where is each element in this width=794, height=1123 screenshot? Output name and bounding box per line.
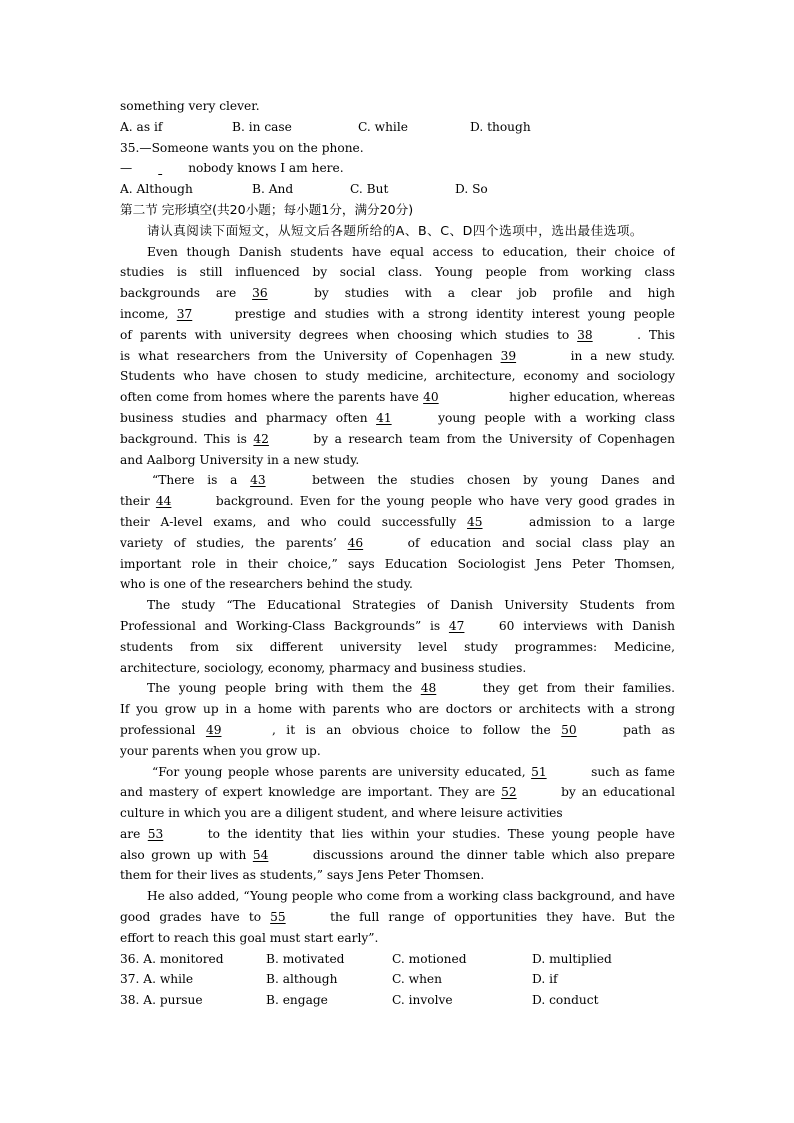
text: admission to a large bbox=[529, 514, 675, 529]
text: of education and social class play an bbox=[407, 535, 675, 550]
p2-line-5: important role in their choice,” says Education Sociologist Jens Peter Thomsen, bbox=[120, 556, 675, 571]
q38-option-d[interactable]: D. conduct bbox=[532, 993, 599, 1008]
p1-line-5 bbox=[120, 325, 675, 346]
p1-line-4 bbox=[120, 304, 675, 325]
text: young people with a working class bbox=[438, 410, 675, 425]
p4-line-3 bbox=[120, 720, 675, 741]
p1-line-11: and Aalborg University in a new study. bbox=[120, 452, 360, 467]
q35-stem bbox=[120, 138, 675, 159]
blank-37[interactable]: 37 bbox=[176, 306, 193, 321]
p4-line-4: your parents when you grow up. bbox=[120, 743, 321, 758]
blank-44[interactable]: 44 bbox=[155, 494, 172, 509]
text: Professional and Working-Class Backgrounds” is bbox=[120, 618, 449, 633]
p6-line-1: He also added, “Young people who come from a working class background, and have bbox=[147, 889, 675, 904]
blank-49[interactable]: 49 bbox=[205, 722, 222, 737]
option-text: A. monitored bbox=[143, 951, 224, 966]
blank-45[interactable]: 45 bbox=[467, 514, 483, 529]
text: their A-level exams, and who could successfully bbox=[120, 514, 468, 529]
p2-line-1 bbox=[120, 470, 675, 491]
p2-line-4 bbox=[120, 533, 675, 554]
q35-option-a[interactable]: A. Although bbox=[120, 182, 193, 197]
p5-line-2 bbox=[120, 782, 675, 803]
p1-line-10 bbox=[120, 429, 675, 450]
p5-line-1 bbox=[120, 762, 675, 783]
text: variety of studies, the parents’ bbox=[120, 535, 348, 550]
q34-stem-text: something very clever. bbox=[120, 99, 260, 113]
p3-line-2 bbox=[120, 616, 675, 637]
text: “There is a bbox=[152, 473, 251, 488]
p5-line-6: them for their lives as students,” says Jens Peter Thomsen. bbox=[120, 868, 485, 883]
question-number: 37. bbox=[120, 972, 140, 987]
text: path as bbox=[623, 722, 675, 737]
blank-40[interactable]: 40 bbox=[423, 390, 439, 405]
text: the full range of opportunities they have. But the bbox=[330, 910, 675, 925]
p5-line-5 bbox=[120, 845, 675, 866]
q34-option-b[interactable]: B. in case bbox=[232, 119, 292, 134]
text: background. This is bbox=[120, 431, 254, 446]
q37-option-b[interactable]: B. although bbox=[266, 972, 338, 987]
p2-line-3 bbox=[120, 512, 675, 533]
blank-41[interactable]: 41 bbox=[376, 410, 392, 425]
q37-option-d[interactable]: D. if bbox=[532, 972, 558, 987]
q35-stem-text: 35.—Someone wants you on the phone. bbox=[120, 140, 364, 155]
blank-46[interactable]: 46 bbox=[347, 535, 364, 550]
text: to the identity that lies within your studies. These young people have bbox=[207, 826, 675, 841]
p1-line-9 bbox=[120, 408, 675, 429]
q38-option-a[interactable] bbox=[120, 990, 266, 1011]
p1-line-7: Students who have chosen to study medicine, architecture, economy and sociology bbox=[120, 369, 675, 384]
q35-options bbox=[120, 179, 675, 200]
q34-option-d[interactable]: D. though bbox=[470, 119, 531, 134]
p4-line-2: If you grow up in a home with parents who are doctors or architects with a strong bbox=[120, 702, 675, 717]
text: is what researchers from the University of Copenhagen bbox=[120, 348, 501, 363]
blank-42[interactable]: 42 bbox=[253, 431, 269, 446]
text: of parents with university degrees when choosing which studies to bbox=[120, 327, 578, 342]
q38-option-b[interactable]: B. engage bbox=[266, 993, 328, 1008]
question-37 bbox=[120, 969, 675, 990]
text: backgrounds are bbox=[120, 286, 253, 301]
text: often come from homes where the parents have bbox=[120, 390, 424, 405]
text: good grades have to bbox=[120, 910, 271, 925]
section-instruction: 请认真阅读下面短文，从短文后各题所给的A、B、C、D四个选项中，选出最佳选项。 bbox=[147, 222, 644, 238]
blank-54[interactable]: 54 bbox=[252, 847, 269, 862]
text: by studies with a clear job profile and high bbox=[314, 286, 675, 301]
q38-option-c[interactable]: C. involve bbox=[392, 993, 453, 1008]
p3-line-1: The study “The Educational Strategies of Danish University Students from bbox=[147, 598, 675, 613]
p6-line-2 bbox=[120, 907, 675, 928]
p2-line-2 bbox=[120, 491, 675, 512]
blank-51[interactable]: 51 bbox=[531, 764, 547, 779]
question-number: 38. bbox=[120, 993, 140, 1008]
text: “For young people whose parents are university educated, bbox=[152, 764, 532, 779]
q34-options bbox=[120, 117, 675, 138]
p1-line-6 bbox=[120, 346, 675, 367]
q35-option-b[interactable]: B. And bbox=[252, 182, 294, 197]
text: discussions around the dinner table which also prepare bbox=[312, 847, 675, 862]
blank-47[interactable]: 47 bbox=[448, 618, 465, 633]
q35-option-c[interactable]: C. But bbox=[350, 182, 389, 197]
option-text: A. while bbox=[143, 972, 194, 987]
question-36 bbox=[120, 949, 675, 970]
q34-option-c[interactable]: C. while bbox=[358, 119, 408, 134]
text: professional bbox=[120, 722, 206, 737]
text: , it is an obvious choice to follow the bbox=[271, 722, 562, 737]
text: their bbox=[120, 494, 156, 509]
option-text: A. pursue bbox=[143, 993, 203, 1008]
p1-line-2: studies is still influenced by social class. Young people from working class bbox=[120, 265, 675, 280]
blank-55[interactable]: 55 bbox=[270, 910, 286, 925]
p3-line-3: students from six different university level study programmes: Medicine, bbox=[120, 639, 675, 654]
q36-option-b[interactable]: B. motivated bbox=[266, 951, 345, 966]
text: 60 interviews with Danish bbox=[498, 618, 675, 633]
q35-answer-line bbox=[120, 158, 675, 179]
p1-line-8 bbox=[120, 387, 675, 408]
q36-option-d[interactable]: D. multiplied bbox=[532, 951, 612, 966]
text: in a new study. bbox=[570, 348, 675, 363]
text: by an educational bbox=[561, 785, 675, 800]
text: prestige and studies with a strong identity interest young people bbox=[234, 306, 675, 321]
text: The young people bring with them the bbox=[147, 681, 421, 696]
p1-line-3 bbox=[120, 283, 675, 304]
text: are bbox=[120, 826, 148, 841]
text: by a research team from the University of Copenhagen bbox=[313, 431, 675, 446]
text: background. Even for the young people who have very good grades in bbox=[215, 494, 675, 509]
blank-36[interactable]: 36 bbox=[252, 286, 268, 301]
p3-line-4: architecture, sociology, economy, pharmacy and business studies. bbox=[120, 660, 527, 675]
q35-answer-text: nobody knows I am here. bbox=[188, 161, 344, 176]
p5-line-4 bbox=[120, 824, 675, 845]
p6-line-3: effort to reach this goal must start early”. bbox=[120, 930, 379, 945]
q34-stem-tail bbox=[120, 96, 675, 117]
q36-option-a[interactable] bbox=[120, 949, 266, 970]
q35-blank[interactable] bbox=[132, 158, 188, 179]
q34-option-a[interactable]: A. as if bbox=[120, 119, 163, 134]
blank-52[interactable]: 52 bbox=[501, 785, 517, 800]
blank-53[interactable]: 53 bbox=[147, 826, 164, 841]
question-number: 36. bbox=[120, 951, 140, 966]
text: income, bbox=[120, 306, 177, 321]
p1-line-1: Even though Danish students have equal access to education, their choice of bbox=[147, 244, 675, 259]
blank-50[interactable]: 50 bbox=[561, 722, 577, 737]
blank-39[interactable]: 39 bbox=[500, 348, 517, 363]
text: between the studies chosen by young Danes and bbox=[312, 473, 675, 488]
text: business studies and pharmacy often bbox=[120, 410, 377, 425]
q36-option-c[interactable]: C. motioned bbox=[392, 951, 467, 966]
q35-dash: — bbox=[120, 161, 133, 176]
q35-option-d[interactable]: D. So bbox=[455, 182, 488, 197]
text: and mastery of expert knowledge are important. They are bbox=[120, 785, 502, 800]
text: also grown up with bbox=[120, 847, 253, 862]
page-content bbox=[120, 96, 675, 1011]
question-38 bbox=[120, 990, 675, 1011]
p5-line-3: culture in which you are a diligent student, and where leisure activities bbox=[120, 806, 563, 821]
q37-option-c[interactable]: C. when bbox=[392, 972, 442, 987]
blank-43[interactable]: 43 bbox=[250, 473, 266, 488]
text: higher education, whereas bbox=[509, 390, 675, 405]
blank-38[interactable]: 38 bbox=[577, 327, 593, 342]
section-title: 第二节 完形填空(共20小题；每小题1分，满分20分) bbox=[120, 201, 414, 217]
blank-48[interactable]: 48 bbox=[420, 681, 437, 696]
text: such as fame bbox=[591, 764, 675, 779]
p4-line-1 bbox=[120, 678, 675, 699]
text: they get from their families. bbox=[482, 681, 675, 696]
text: . This bbox=[637, 327, 675, 342]
p2-line-6: who is one of the researchers behind the study. bbox=[120, 577, 413, 592]
q37-option-a[interactable] bbox=[120, 969, 266, 990]
